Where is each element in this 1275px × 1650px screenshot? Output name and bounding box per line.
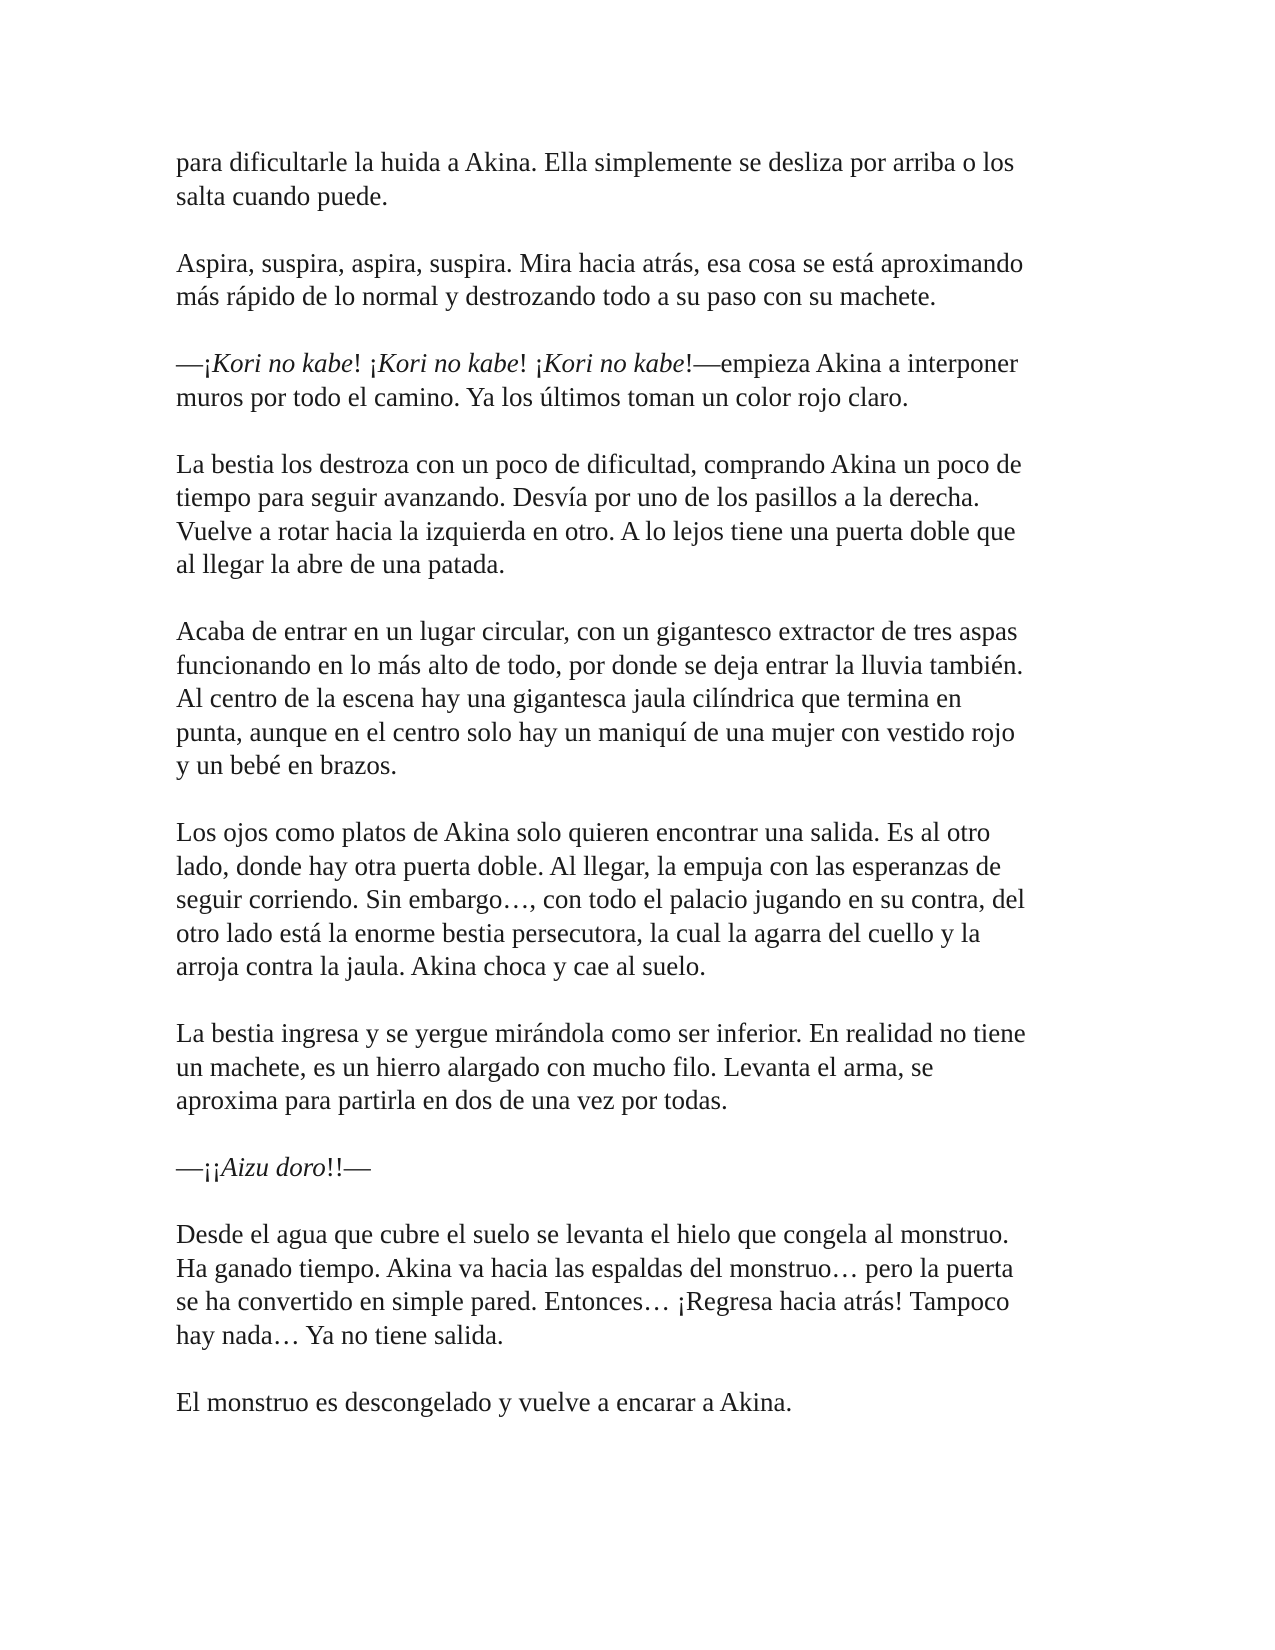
- text-line: [176, 1252, 1106, 1286]
- text-run: La bestia los destroza con un poco de dificultad, comprando Akina un poco de: [176, 448, 1022, 479]
- text-line: [176, 883, 1106, 917]
- text-line: [176, 1151, 1106, 1185]
- paragraph: [176, 1017, 1106, 1118]
- text-line: [176, 1386, 1106, 1420]
- text-line: [176, 381, 1106, 415]
- text-line: [176, 180, 1106, 214]
- italic-phrase: Kori no kabe: [377, 348, 519, 378]
- text-run: seguir corriendo. Sin embargo…, con todo el palacio jugando en su contra, del: [176, 884, 1026, 914]
- text-line: [176, 917, 1106, 951]
- text-run: Acaba de entrar en un lugar circular, con un gigantesco extractor de tres aspas: [176, 616, 1018, 646]
- text-run: y un bebé en brazos.: [176, 750, 398, 780]
- text-line: [176, 816, 1106, 850]
- italic-phrase: Kori no kabe: [543, 348, 685, 378]
- text-run: aproxima para partirla en dos de una vez por todas.: [176, 1085, 728, 1115]
- paragraph: [176, 146, 1106, 213]
- text-line: [176, 615, 1106, 649]
- text-line: [176, 1051, 1106, 1085]
- text-run: funcionando en lo más alto de todo, por donde se deja entrar la lluvia también.: [176, 649, 1024, 680]
- text-run: El monstruo es descongelado y vuelve a encarar a Akina.: [176, 1386, 793, 1417]
- text-run: punta, aunque en el centro solo hay un maniquí de una mujer con vestido rojo: [176, 716, 1016, 747]
- text-line: [176, 716, 1106, 750]
- text-line: [176, 649, 1106, 683]
- paragraph: [176, 1151, 1106, 1185]
- text-run: ! ¡: [518, 348, 544, 378]
- paragraph: [176, 448, 1106, 582]
- text-run: salta cuando puede.: [176, 180, 389, 211]
- text-line: [176, 1084, 1106, 1118]
- text-line: [176, 280, 1106, 314]
- text-run: !!—: [325, 1152, 371, 1182]
- paragraph: [176, 1386, 1106, 1420]
- paragraph: [176, 615, 1106, 783]
- text-line: [176, 515, 1106, 549]
- text-run: Ha ganado tiempo. Akina va hacia las espaldas del monstruo… pero la puerta: [176, 1252, 1014, 1283]
- text-run: La bestia ingresa y se yergue mirándola como ser inferior. En realidad no tiene: [176, 1018, 1026, 1048]
- paragraph: [176, 1218, 1106, 1352]
- text-line: [176, 1017, 1106, 1051]
- paragraph: [176, 816, 1106, 984]
- text-run: un machete, es un hierro alargado con mucho filo. Levanta el arma, se: [176, 1051, 934, 1082]
- text-run: Los ojos como platos de Akina solo quieren encontrar una salida. Es al otro: [176, 817, 991, 847]
- italic-phrase: Kori no kabe: [212, 348, 353, 378]
- text-run: hay nada… Ya no tiene salida.: [176, 1319, 504, 1350]
- text-line: [176, 448, 1106, 482]
- text-run: tiempo para seguir avanzando. Desvía por uno de los pasillos a la derecha.: [176, 482, 980, 512]
- body-text: [176, 146, 1106, 1419]
- text-line: [176, 850, 1106, 884]
- text-line: [176, 950, 1106, 984]
- text-run: —¡¡: [176, 1152, 221, 1182]
- text-run: muros por todo el camino. Ya los últimos toman un color rojo claro.: [176, 381, 909, 412]
- text-run: para dificultarle la huida a Akina. Ella simplemente se desliza por arriba o los: [176, 147, 1015, 177]
- text-run: Desde el agua que cubre el suelo se levanta el hielo que congela al monstruo.: [176, 1219, 1009, 1249]
- text-line: [176, 146, 1106, 180]
- text-run: Aspira, suspira, aspira, suspira. Mira hacia atrás, esa cosa se está aproximando: [176, 247, 1024, 278]
- text-run: lado, donde hay otra puerta doble. Al llegar, la empuja con las esperanzas de: [176, 850, 1002, 881]
- text-run: —¡: [176, 348, 212, 378]
- text-line: [176, 347, 1106, 381]
- text-line: [176, 1319, 1106, 1353]
- text-line: [176, 682, 1106, 716]
- text-line: [176, 1285, 1106, 1319]
- text-run: más rápido de lo normal y destrozando todo a su paso con su machete.: [176, 281, 937, 311]
- text-run: Al centro de la escena hay una gigantesca jaula cilíndrica que termina en: [176, 683, 962, 713]
- paragraph: [176, 247, 1106, 314]
- text-line: [176, 481, 1106, 515]
- text-run: otro lado está la enorme bestia persecutora, la cual la agarra del cuello y la: [176, 917, 981, 948]
- text-run: arroja contra la jaula. Akina choca y cae al suelo.: [176, 951, 706, 981]
- text-line: [176, 1218, 1106, 1252]
- text-line: [176, 749, 1106, 783]
- text-run: se ha convertido en simple pared. Entonces… ¡Regresa hacia atrás! Tampoco: [176, 1286, 1010, 1316]
- text-run: ! ¡: [353, 348, 378, 378]
- text-line: [176, 548, 1106, 582]
- text-run: al llegar la abre de una patada.: [176, 549, 506, 579]
- text-run: Vuelve a rotar hacia la izquierda en otro. A lo lejos tiene una puerta doble que: [176, 515, 1016, 546]
- italic-phrase: Aizu doro: [220, 1152, 326, 1182]
- text-line: [176, 247, 1106, 281]
- text-run: !—empieza Akina a interponer: [684, 348, 1019, 378]
- paragraph: [176, 347, 1106, 414]
